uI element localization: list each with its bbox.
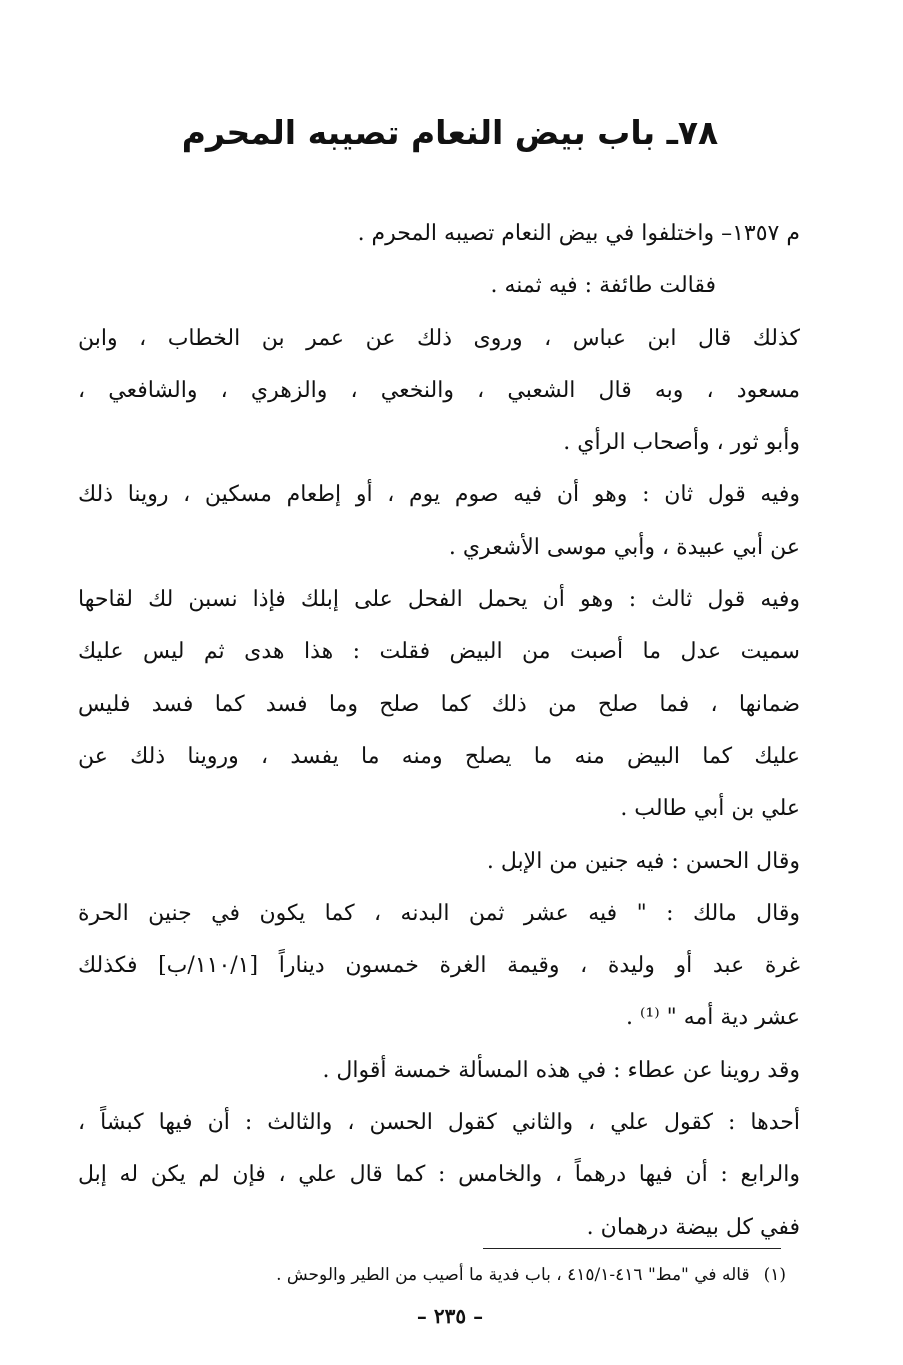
text-line: ففي كل بيضة درهمان . — [586, 1214, 800, 1240]
text-line: وأبو ثور ، وأصحاب الرأي . — [563, 430, 800, 456]
text-line: فقالت طائفة : فيه ثمنه . — [490, 273, 716, 299]
footnote-marker: (١) — [763, 1265, 786, 1285]
text-line: وفيه قول ثان : وهو أن فيه صوم يوم ، أو إطعام مسكين ، روينا ذلك — [78, 482, 800, 508]
text-line: وفيه قول ثالث : وهو أن يحمل الفحل على إبلك فإذا نسبن لك لقاحها — [78, 587, 800, 613]
text-line: علي بن أبي طالب . — [620, 796, 800, 822]
text-line: عن أبي عبيدة ، وأبي موسى الأشعري . — [448, 534, 800, 560]
text-line: وقد روينا عن عطاء : في هذه المسألة خمسة أقوال . — [322, 1057, 800, 1083]
footnote — [200, 1262, 786, 1288]
text-line: سميت عدل ما أصبت من البيض فقلت : هذا هدى ثم ليس عليك — [78, 639, 800, 665]
footnote-divider — [483, 1248, 781, 1249]
text-line: وقال مالك : " فيه عشر ثمن البدنه ، كما يكون في جنين الحرة — [78, 900, 800, 926]
text-line: مسعود ، وبه قال الشعبي ، والنخعي ، والزهري ، والشافعي ، — [78, 377, 800, 403]
text-line: والرابع : أن فيها درهماً ، والخامس : كما قال علي ، فإن لم يكن له إبل — [78, 1162, 800, 1188]
text-line: ضمانها ، فما صلح من ذلك كما صلح وما فسد كما فسد فليس — [78, 691, 800, 717]
chapter-title: ٧٨ـ باب بيض النعام تصيبه المحرم — [181, 113, 719, 152]
text-line: م ١٣٥٧– واختلفوا في بيض النعام تصيبه المحرم . — [357, 221, 800, 246]
footnote-text: قاله في "مط" ٤١٦-٤١٥/١ ، باب فدية ما أصيب من الطير والوحش . — [276, 1265, 750, 1285]
text-line: وقال الحسن : فيه جنين من الإبل . — [486, 848, 800, 874]
body-text — [78, 208, 800, 1254]
text-line: أحدها : كقول علي ، والثاني كقول الحسن ، والثالث : أن فيها كبشاً ، — [78, 1110, 800, 1136]
text-line: كذلك قال ابن عباس ، وروى ذلك عن عمر بن الخطاب ، وابن — [78, 325, 800, 351]
text-line: عشر دية أمه " ⁽¹⁾ . — [625, 1005, 800, 1031]
text-line: غرة عبد أو وليدة ، وقيمة الغرة خمسون ديناراً [١١٠/١/ب] فكذلك — [78, 953, 800, 979]
text-line: عليك كما البيض منه ما يصلح ومنه ما يفسد ، وروينا ذلك عن — [78, 743, 800, 769]
page-number: – ٢٣٥ – — [416, 1304, 484, 1328]
